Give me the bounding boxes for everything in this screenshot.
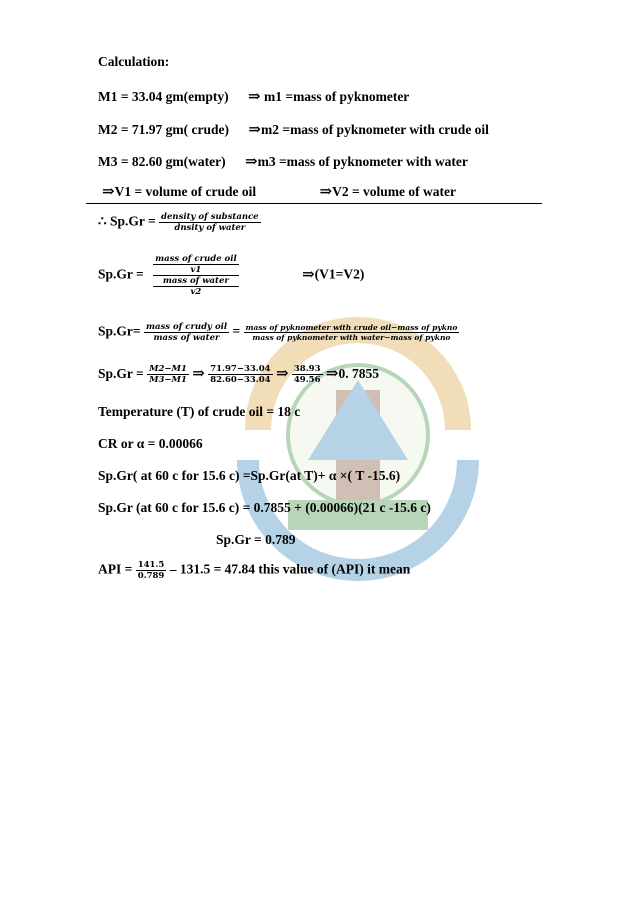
eq1-denominator: dnsity of water (159, 222, 261, 233)
eq4-b-denominator: 82.60−33.04 (210, 375, 271, 386)
eq3-fraction-b (244, 323, 460, 342)
implies-arrow-icon: ⇒ (325, 366, 339, 382)
v1-definition: V1 = volume of crude oil (114, 184, 257, 199)
eq4-fraction-c (292, 364, 323, 385)
implies-arrow-icon: ⇒ (192, 366, 205, 382)
spgr-substitution-line: Sp.Gr (at 60 c for 15.6 c) = 0.7855 + (0.00066)(21 c -15.6 c) (98, 500, 431, 515)
spgr-definition-equation (98, 212, 261, 233)
calculation-heading: Calculation: (98, 54, 170, 69)
api-numerator: 141.5 (137, 560, 165, 570)
m3-value: M3 = 82.60 gm(water) (98, 154, 226, 169)
m2-value: M2 = 71.97 gm( crude) (98, 122, 230, 137)
implies-arrow-icon: ⇒ (245, 154, 258, 170)
eq4-fraction-a (147, 364, 189, 385)
eq4-b-numerator: 71.97−33.04 (210, 364, 271, 375)
eq2-note: (V1=V2) (314, 266, 365, 282)
eq3-equals: = (232, 323, 241, 339)
m1-description: m1 =mass of pyknometer (264, 89, 410, 104)
api-line (98, 560, 410, 581)
m3-description: m3 =mass of pyknometer with water (257, 154, 468, 169)
spgr-formula-line: Sp.Gr( at 60 c for 15.6 c) =Sp.Gr(at T)+ α ×( T -15.6) (98, 468, 401, 483)
implies-arrow-icon: ⇒ (248, 122, 261, 138)
cr-alpha-line: CR or α = 0.00066 (98, 436, 203, 451)
eq4-fraction-b (208, 364, 272, 385)
eq3-a-numerator: mass of crudy oil (145, 322, 228, 332)
v2-definition: V2 = volume of water (332, 184, 457, 199)
implies-arrow-icon: ⇒ (275, 366, 289, 382)
eq2-bottom-denominator: v2 (153, 286, 239, 297)
eq2-prefix: Sp.Gr = (98, 266, 144, 282)
eq3-a-denominator: mass of water (144, 332, 229, 343)
section-divider (86, 203, 542, 204)
eq2-top-fraction (153, 254, 239, 275)
api-fraction (136, 560, 167, 581)
eq1-numerator: density of substance (161, 212, 259, 222)
api-prefix: API = (98, 561, 133, 577)
implies-arrow-icon: ⇒ (302, 266, 315, 283)
spgr-result-line: Sp.Gr = 0.789 (216, 532, 296, 547)
m3-row (98, 152, 468, 171)
eq3-prefix: Sp.Gr= (98, 323, 141, 339)
spgr-mass-equation (98, 322, 459, 343)
spgr-volume-equation (98, 254, 364, 297)
eq2-bottom-fraction (153, 275, 239, 297)
implies-arrow-icon: ⇒ (319, 184, 333, 200)
eq4-prefix: Sp.Gr = (98, 366, 144, 381)
eq1-fraction (159, 212, 261, 233)
implies-arrow-icon: ⇒ (248, 89, 261, 105)
eq2-bottom-numerator: mass of water (162, 276, 229, 286)
eq3-b-numerator: mass of pyknometer with crude oil−mass of pykno (245, 323, 458, 332)
temperature-line: Temperature (T) of crude oil = 18 c (98, 404, 301, 419)
m1-value: M1 = 33.04 gm(empty) (98, 89, 229, 104)
eq4-a-numerator: M2−M1 (149, 364, 187, 375)
spgr-numeric-equation (98, 364, 379, 385)
eq3-b-denominator: mass of pyknometer with water−mass of pykno (244, 332, 460, 342)
volume-row (102, 182, 456, 201)
m2-row (98, 120, 489, 139)
eq4-a-denominator: M3−M1 (149, 375, 187, 386)
api-result: – 131.5 = 47.84 this value of (API) it mean (169, 561, 411, 577)
eq3-fraction-a (144, 322, 229, 343)
eq4-result: 0. 7855 (338, 366, 379, 381)
m2-description: m2 =mass of pyknometer with crude oil (261, 122, 489, 137)
eq2-top-denominator: v1 (153, 264, 239, 275)
eq2-compound-fraction (153, 254, 239, 297)
eq2-top-numerator: mass of crude oil (155, 254, 237, 264)
api-denominator: 0.789 (137, 571, 165, 581)
implies-arrow-icon: ⇒ (102, 184, 115, 200)
eq1-prefix: ∴ Sp.Gr = (98, 213, 156, 229)
eq4-c-numerator: 38.93 (293, 364, 321, 375)
eq4-c-denominator: 49.56 (293, 375, 321, 386)
m1-row (98, 87, 409, 106)
